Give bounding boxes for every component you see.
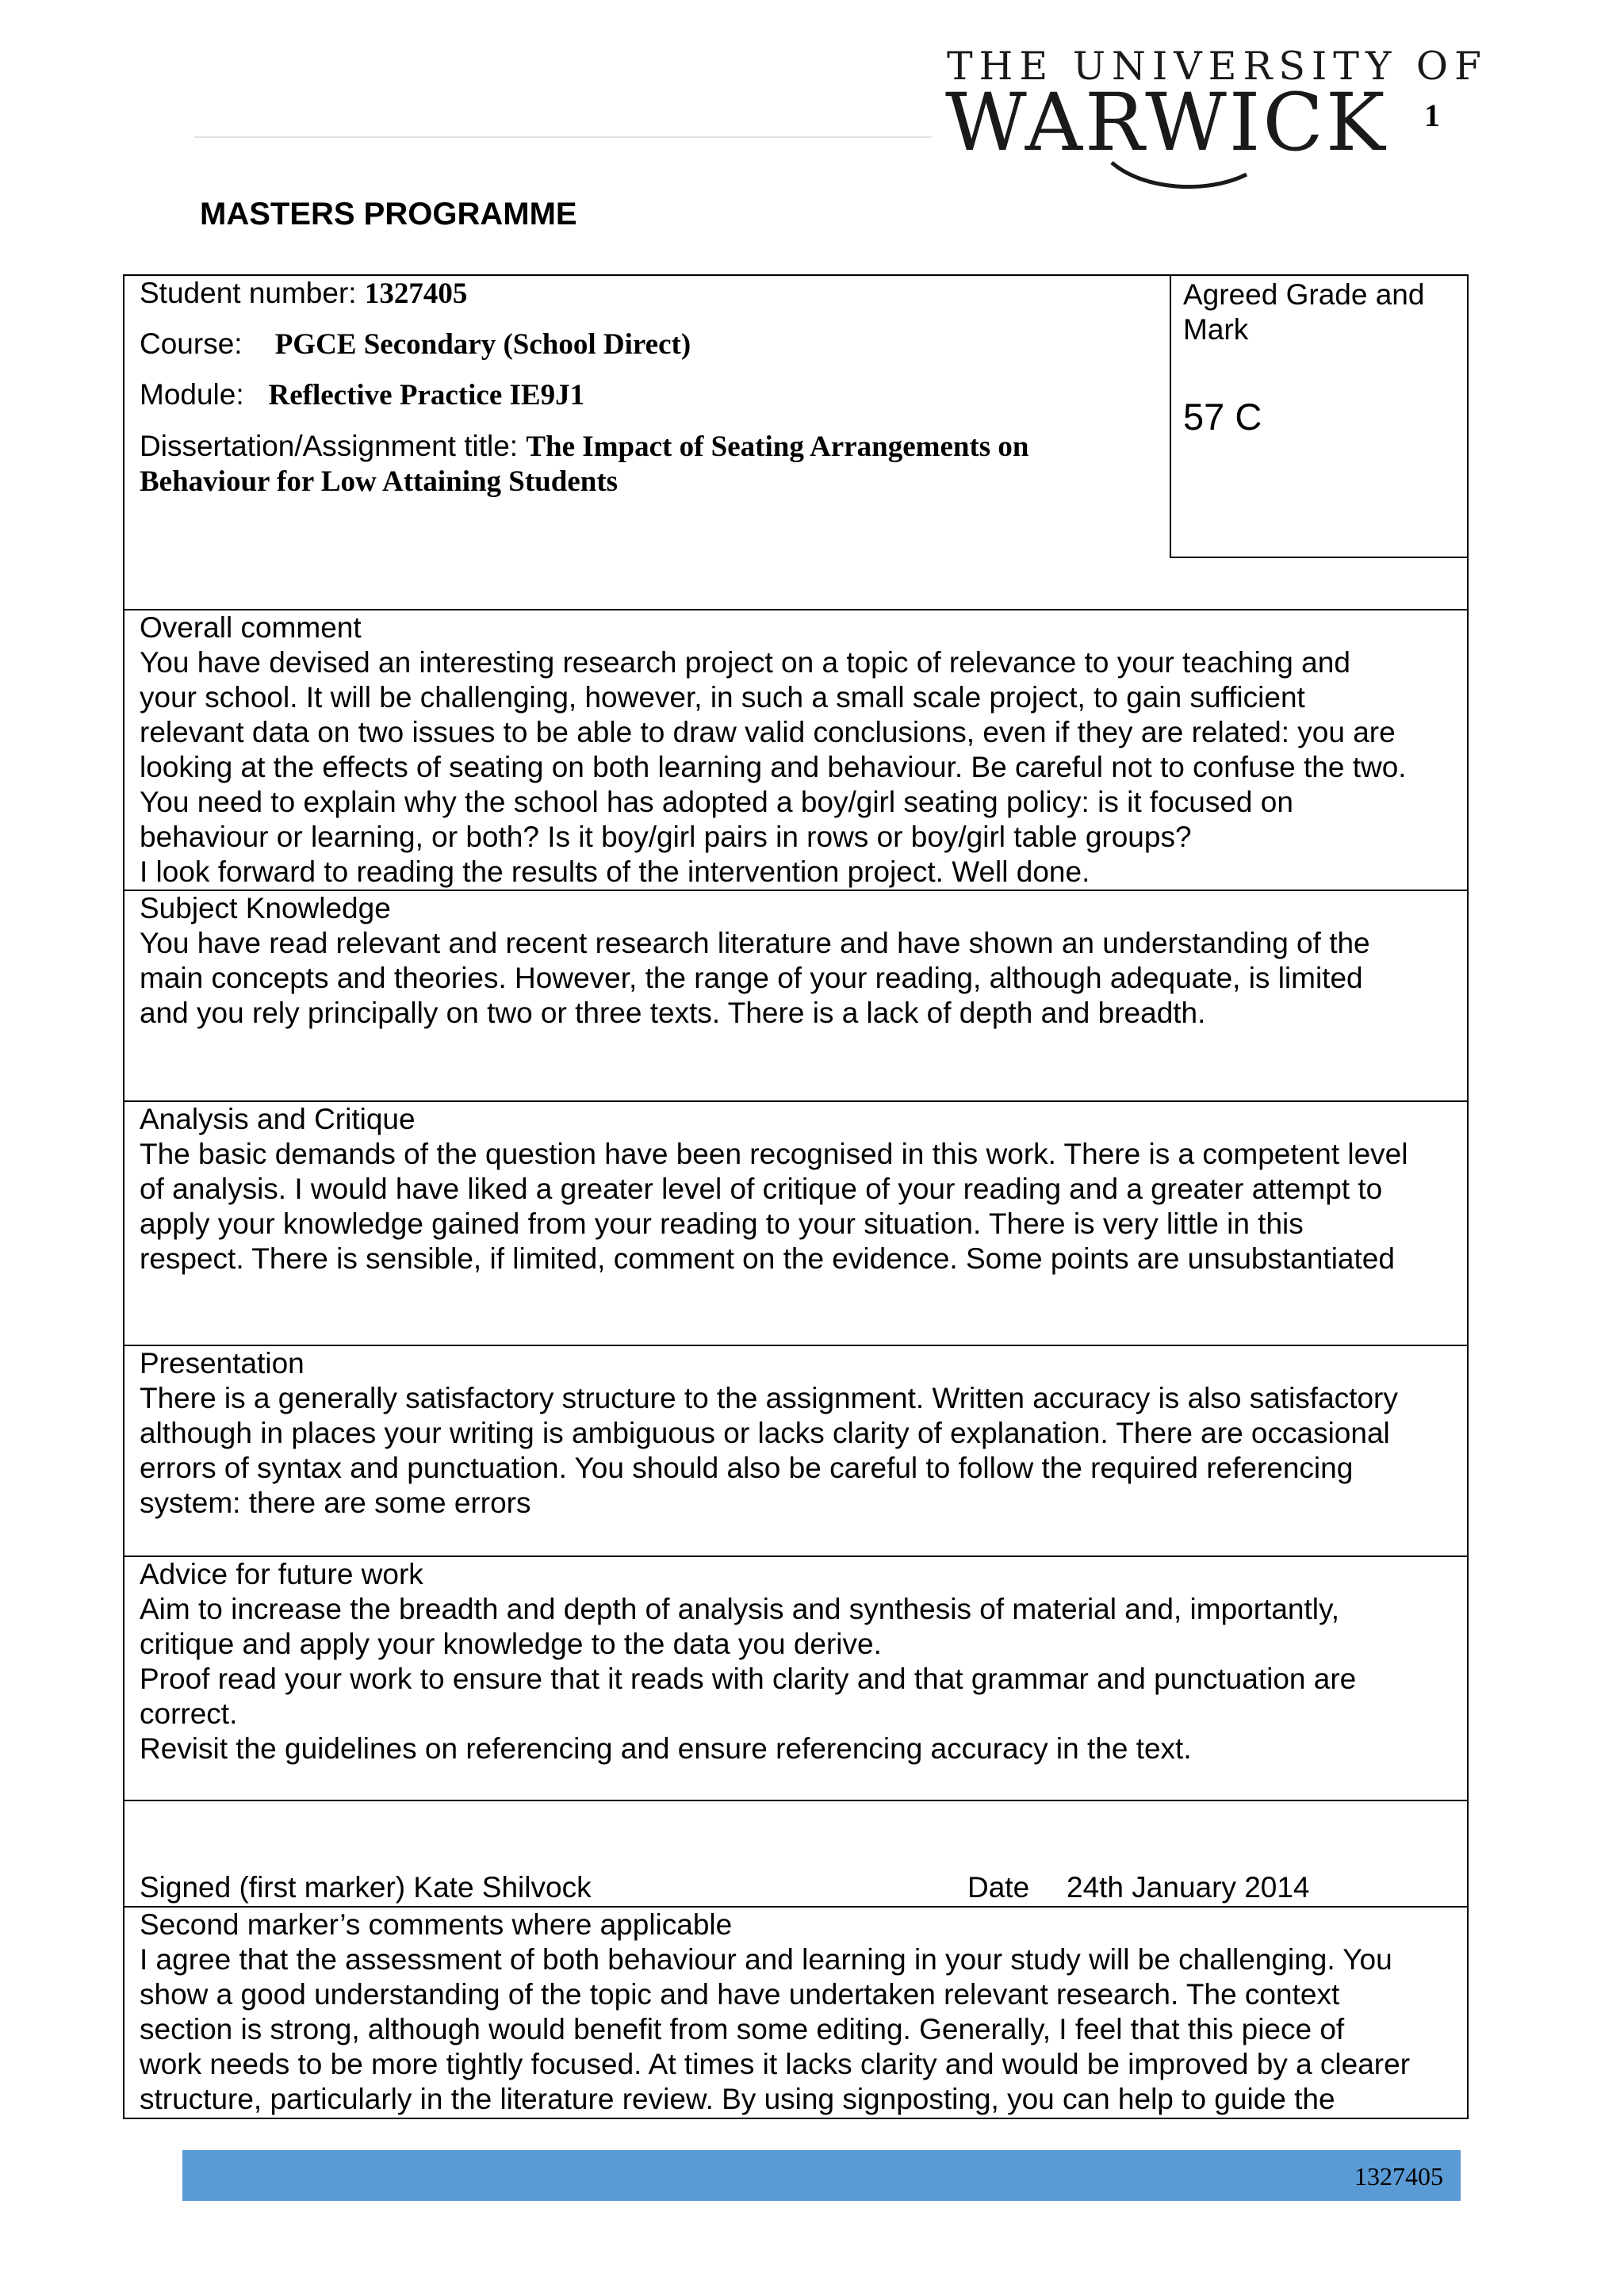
section-body: Aim to increase the breadth and depth of analysis and synthesis of material and, importantly, critique and apply your knowledge to the data you derive. Proof read your work to ensure that it reads with clarity and that grammar and punctuation are correct. Revisit the guidelines on referencing and ensure referencing accuracy in the text. bbox=[140, 1593, 1357, 1765]
second-marker-section bbox=[140, 1908, 1464, 2117]
assignment-title-row-2 bbox=[140, 464, 618, 499]
date-value: 24th January 2014 bbox=[1067, 1871, 1310, 1904]
logo-swoosh-icon bbox=[945, 44, 1410, 194]
grade-label: Agreed Grade and Mark bbox=[1183, 278, 1425, 346]
feedback-form bbox=[123, 274, 1469, 2119]
subject-knowledge-section bbox=[140, 891, 1464, 1031]
logo-line-1: THE UNIVERSITY OF bbox=[947, 44, 1488, 89]
section-body: You have read relevant and recent research literature and have shown an understanding of the main concepts and theories. However, the range of your reading, although adequate, is limited and you rely principally on two or three texts. There is a lack of depth and breadth. bbox=[140, 927, 1370, 1029]
header-rule bbox=[194, 136, 932, 138]
logo-line-2: WARWICK bbox=[945, 76, 1388, 169]
advice-section bbox=[140, 1557, 1464, 1766]
course-row: Course: PGCE Secondary (School Direct) bbox=[140, 327, 691, 361]
grade-value: 57 C bbox=[1183, 396, 1262, 438]
section-body: I agree that the assessment of both behaviour and learning in your study will be challenging. You show a good understanding of the topic and have undertaken relevant research. The context section is strong, although would benefit from some editing. Generally, I feel that this piece of work needs to be more tightly focused. At times it lacks clarity and would be improved by a clearer structure, particularly in the literature review. By using signposting, you can help to guide the bbox=[140, 1943, 1411, 2115]
presentation-section bbox=[140, 1346, 1464, 1521]
section-heading: Second marker’s comments where applicable bbox=[140, 1908, 733, 1941]
section-heading: Analysis and Critique bbox=[140, 1103, 416, 1135]
module-row: Module: Reflective Practice IE9J1 bbox=[140, 378, 585, 411]
section-heading: Overall comment bbox=[140, 611, 362, 644]
university-logo bbox=[945, 44, 1488, 194]
section-heading: Advice for future work bbox=[140, 1558, 423, 1590]
footer-code: 1327405 bbox=[1354, 2162, 1443, 2191]
section-body: There is a generally satisfactory structure to the assignment. Written accuracy is also satisfactory although in places your writing is ambiguous or lacks clarity of explanation. There are occasional errors of syntax and punctuation. You should also be careful to follow the required referencing system: there are some errors bbox=[140, 1382, 1398, 1519]
student-number-row: Student number: 1327405 bbox=[140, 277, 468, 310]
first-marker-signature: Signed (first marker) Kate Shilvock bbox=[140, 1871, 592, 1904]
grade-box bbox=[1170, 276, 1469, 558]
assignment-title-line-2: Behaviour for Low Attaining Students bbox=[140, 465, 619, 498]
course-value: PGCE Secondary (School Direct) bbox=[274, 328, 691, 361]
assignment-title-line-1: The Impact of Seating Arrangements on bbox=[526, 430, 1029, 463]
overall-comment-section bbox=[140, 610, 1464, 890]
date-label: Date bbox=[967, 1871, 1030, 1904]
footer-bar bbox=[182, 2150, 1461, 2201]
assignment-title-row: Dissertation/Assignment title: The Impact of Seating Arrangements on bbox=[140, 430, 1029, 463]
divider bbox=[124, 1800, 1467, 1801]
section-body: You have devised an interesting research project on a topic of relevance to your teaching and your school. It will be challenging, however, in such a small scale project, to gain sufficient relevant data on two issues to be able to draw valid conclusions, even if they are related: you are looking at the effects of seating on both learning and behaviour. Be careful not to confuse the two. You need to explain why the school has adopted a boy/girl seating policy: is it focused on behaviour or learning, or both? Is it boy/girl pairs in rows or boy/girl table groups? I look forward to reading the results of the intervention project. Well done. bbox=[140, 646, 1407, 888]
page-number: 1 bbox=[1424, 98, 1440, 133]
analysis-critique-section bbox=[140, 1102, 1464, 1276]
section-heading: Subject Knowledge bbox=[140, 892, 391, 924]
module-value: Reflective Practice IE9J1 bbox=[268, 379, 585, 411]
section-body: The basic demands of the question have been recognised in this work. There is a competent level of analysis. I would have liked a greater level of critique of your reading and a greater attempt to apply your knowledge gained from your reading to your situation. There is very little in this respect. There is sensible, if limited, comment on the evidence. Some points are unsubstantiated bbox=[140, 1138, 1408, 1275]
programme-title: MASTERS PROGRAMME bbox=[200, 197, 577, 232]
section-heading: Presentation bbox=[140, 1347, 304, 1380]
student-number: 1327405 bbox=[364, 277, 468, 310]
